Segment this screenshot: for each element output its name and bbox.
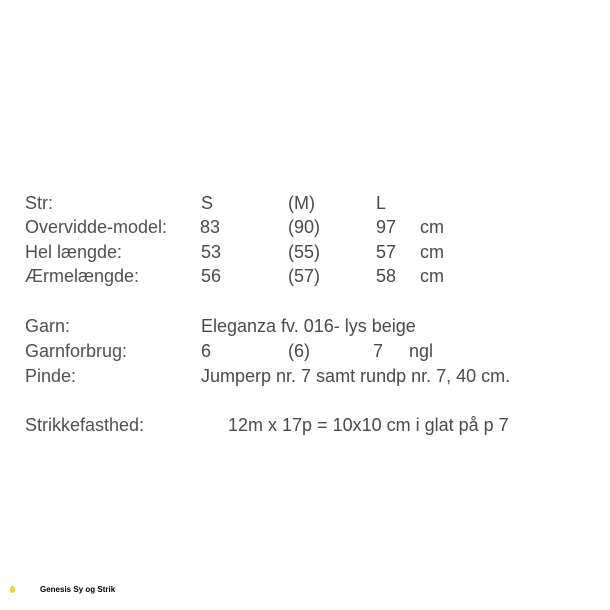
size-l: L [376,193,387,213]
row-label: Ærmelængde: [25,266,140,286]
pinde-value: Jumperp nr. 7 samt rundp nr. 7, 40 cm. [201,366,511,386]
row-label: Hel længde: [25,242,123,262]
size-label: Str: [25,193,54,213]
genesis-logo [10,586,16,593]
row-l: 58 [376,266,397,286]
row-label: Overvidde-model: [25,217,168,237]
row-m: (90) [288,217,321,237]
garnforbrug-m: (6) [288,341,310,361]
strikkefasthed-label: Strikkefasthed: [25,415,145,435]
garnforbrug-s: 6 [201,341,212,361]
row-unit: cm [420,266,444,286]
row-s: 53 [201,242,222,262]
row-m: (55) [288,242,321,262]
row-m: (57) [288,266,321,286]
row-unit: cm [420,242,444,262]
garn-value: Eleganza fv. 016- lys beige [201,316,416,336]
row-l: 57 [376,242,397,262]
size-m: (M) [288,193,315,213]
row-l: 97 [376,217,397,237]
row-unit: cm [420,217,444,237]
garnforbrug-label: Garnforbrug: [25,341,128,361]
logo-icon [10,586,15,593]
size-s: S [201,193,214,213]
footer-brand: Genesis Sy og Strik [40,585,116,594]
pinde-label: Pinde: [25,366,77,386]
garnforbrug-unit: ngl [409,341,434,361]
row-s: 56 [201,266,222,286]
garnforbrug-l: 7 [373,341,384,361]
row-s: 83 [200,217,221,237]
garn-label: Garn: [25,316,71,336]
strikkefasthed-value: 12m x 17p = 10x10 cm i glat på p 7 [228,415,509,435]
